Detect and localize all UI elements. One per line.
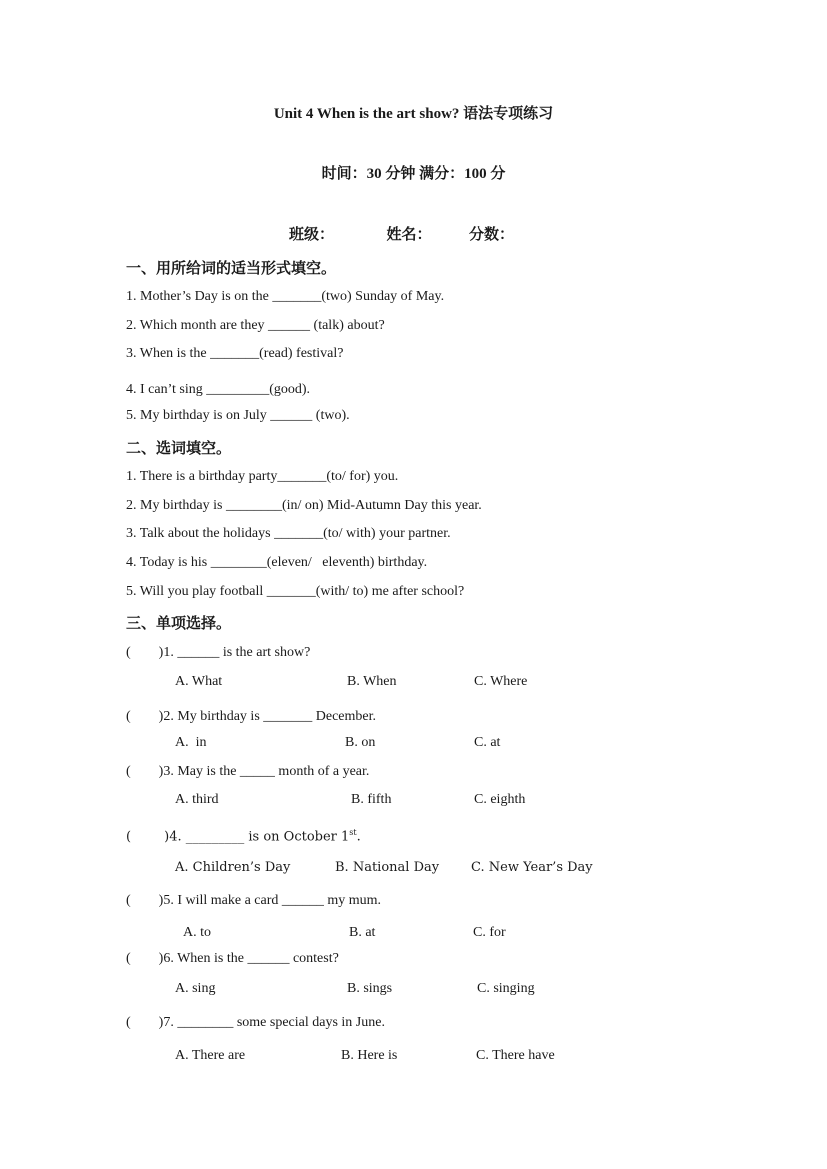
question-4-stem: ( )4. _________ is on October 1st. <box>126 828 361 845</box>
question-1-option-b: B. When <box>347 674 397 689</box>
question-6-option-c: C. singing <box>477 981 535 996</box>
time-score-line: 时间：30 分钟 满分：100 分 <box>321 166 506 182</box>
section-1-item-5: 5. My birthday is on July ______ (two). <box>126 408 350 423</box>
page-title: Unit 4 When is the art show? 语法专项练习 <box>273 106 554 122</box>
question-4-option-c: C. New Year’s Day <box>471 860 593 875</box>
section-1-heading: 一、用所给词的适当形式填空。 <box>126 261 337 277</box>
section-1-item-1: 1. Mother’s Day is on the _______(two) Sunday of May. <box>126 289 445 304</box>
question-1-option-a: A. What <box>175 674 223 689</box>
class-name-score-line: 班级： 姓名： 分数： <box>289 227 515 243</box>
question-2-option-b: B. on <box>345 735 376 750</box>
question-1-stem: ( )1. ______ is the art show? <box>126 645 311 660</box>
question-6-stem: ( )6. When is the ______ contest? <box>126 951 339 966</box>
section-2-item-1: 1. There is a birthday party_______(to/ for) you. <box>126 469 399 484</box>
question-5-option-a: A. to <box>183 925 211 940</box>
section-1-item-2: 2. Which month are they ______ (talk) about? <box>126 318 385 333</box>
question-3-stem: ( )3. May is the _____ month of a year. <box>126 764 370 779</box>
question-3-option-a: A. third <box>175 792 219 807</box>
question-7-stem: ( )7. ________ some special days in June. <box>126 1015 385 1030</box>
question-2-stem: ( )2. My birthday is _______ December. <box>126 709 377 724</box>
question-6-option-b: B. sings <box>347 981 393 996</box>
question-3-option-b: B. fifth <box>351 792 392 807</box>
question-1-option-c: C. Where <box>474 674 528 689</box>
question-7-option-c: C. There have <box>476 1048 555 1063</box>
section-2-item-3: 3. Talk about the holidays _______(to/ with) your partner. <box>126 526 451 541</box>
question-5-option-b: B. at <box>349 925 376 940</box>
question-2-option-c: C. at <box>474 735 501 750</box>
question-7-option-b: B. Here is <box>341 1048 398 1063</box>
question-5-option-c: C. for <box>473 925 506 940</box>
question-5-stem: ( )5. I will make a card ______ my mum. <box>126 893 382 908</box>
question-3-option-c: C. eighth <box>474 792 526 807</box>
section-2-heading: 二、选词填空。 <box>126 441 232 457</box>
section-2-item-5: 5. Will you play football _______(with/ to) me after school? <box>126 584 465 599</box>
section-2-item-4: 4. Today is his ________(eleven/ eleventh) birthday. <box>126 555 428 570</box>
question-6-option-a: A. sing <box>175 981 216 996</box>
section-2-item-2: 2. My birthday is ________(in/ on) Mid-Autumn Day this year. <box>126 498 482 513</box>
section-3-heading: 三、单项选择。 <box>126 616 232 632</box>
section-1-item-4: 4. I can’t sing _________(good). <box>126 382 311 397</box>
section-1-item-3: 3. When is the _______(read) festival? <box>126 346 344 361</box>
ordinal-suffix: st <box>349 828 357 837</box>
question-4-option-a: A. Children’s Day <box>175 860 291 875</box>
question-4-option-b: B. National Day <box>335 860 440 875</box>
question-7-option-a: A. There are <box>175 1048 246 1063</box>
question-2-option-a: A. in <box>175 735 207 750</box>
